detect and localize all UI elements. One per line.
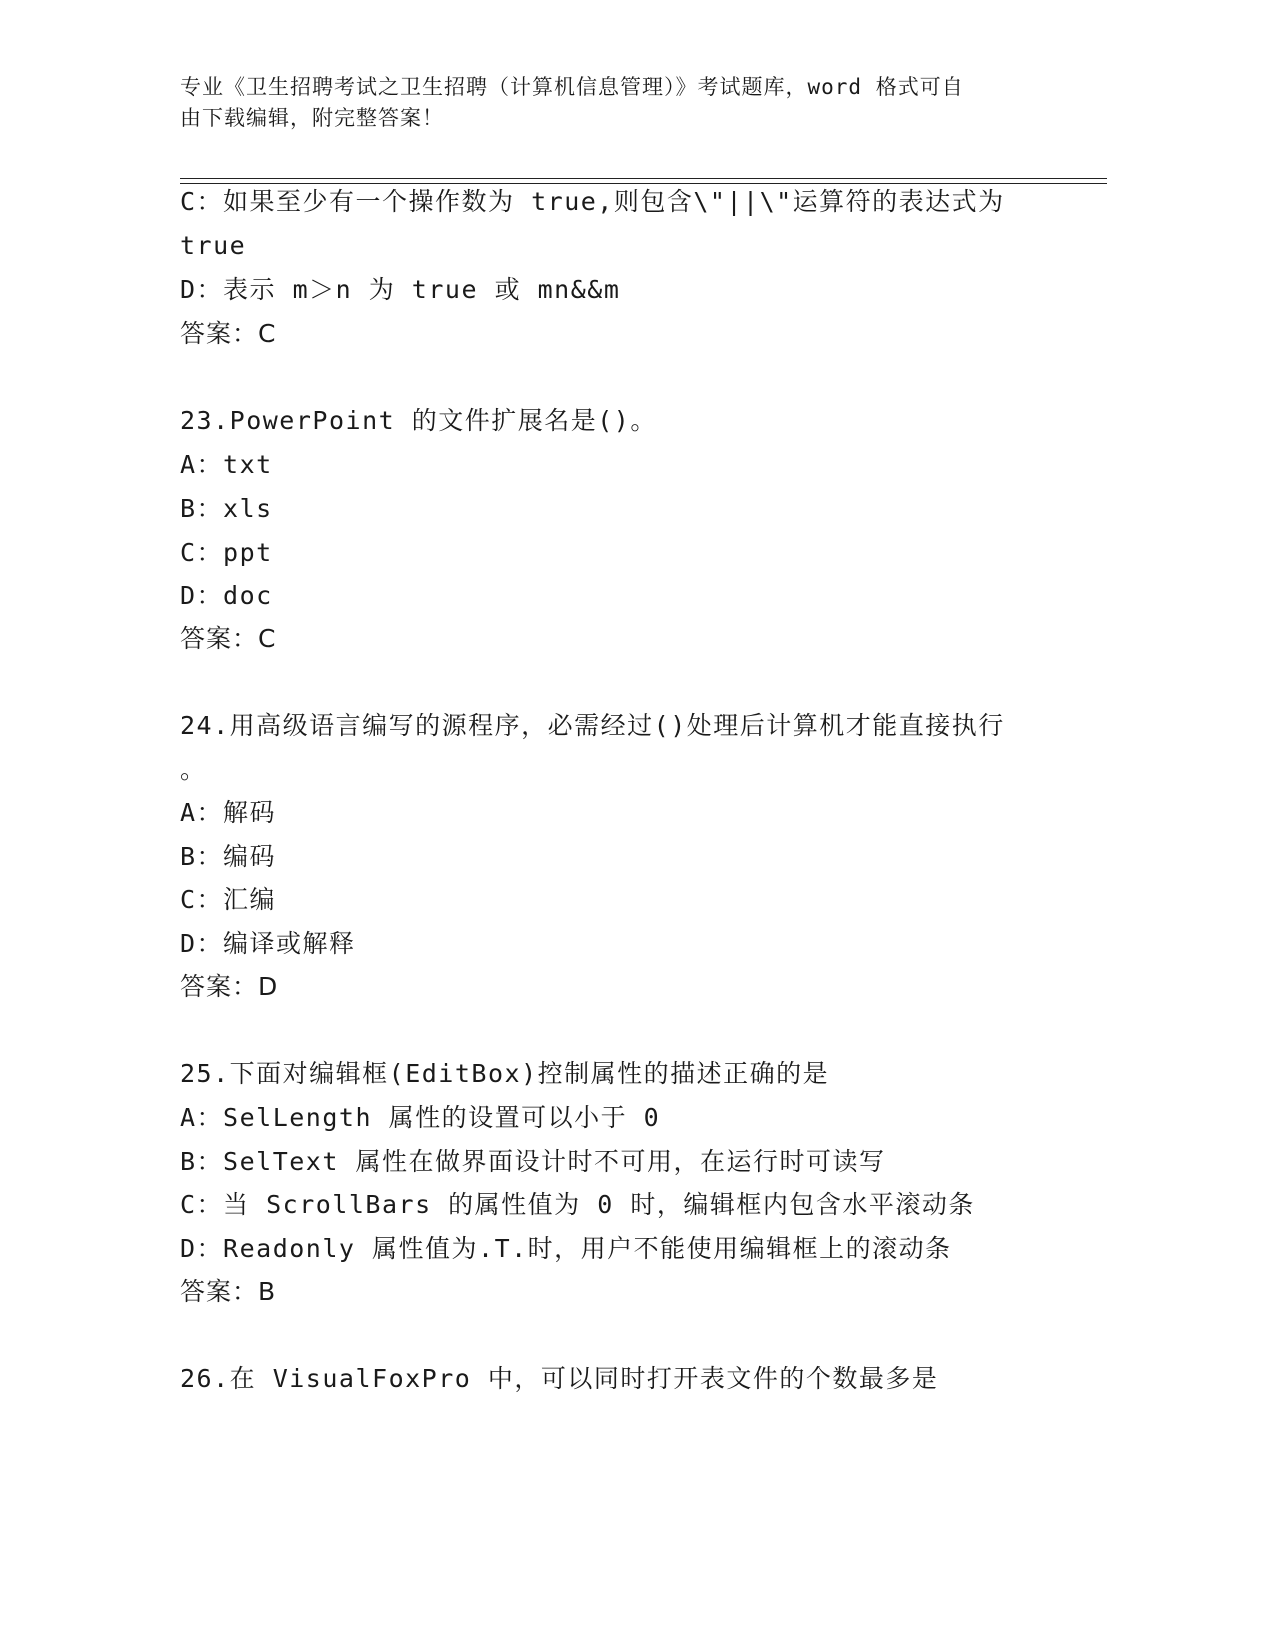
q24-question-line2: 。 [180, 755, 207, 784]
q25-answer: 答案：B [180, 1277, 277, 1306]
q23-answer: 答案：C [180, 624, 277, 653]
q24-answer: 答案：D [180, 972, 279, 1001]
q23-option-b: B：xls [180, 494, 273, 523]
q23-option-c: C：ppt [180, 538, 273, 567]
q22-answer: 答案：C [180, 319, 277, 348]
q24-question-line1: 24.用高级语言编写的源程序，必需经过()处理后计算机才能直接执行 [180, 711, 1005, 740]
header-divider-bottom [180, 183, 1107, 184]
q25-question: 25.下面对编辑框(EditBox)控制属性的描述正确的是 [180, 1059, 830, 1088]
q23-option-d: D：doc [180, 581, 273, 610]
header-line-2: 由下载编辑，附完整答案！ [180, 106, 444, 130]
q23-option-a: A：txt [180, 450, 273, 479]
q24-option-c: C：汇编 [180, 885, 277, 914]
q24-option-b: B：编码 [180, 842, 277, 871]
header-divider-top [180, 178, 1107, 179]
q24-option-a: A：解码 [180, 798, 277, 827]
q25-option-c: C：当 ScrollBars 的属性值为 0 时，编辑框内包含水平滚动条 [180, 1190, 975, 1219]
q24-option-d: D：编译或解释 [180, 929, 356, 958]
q22-option-d: D：表示 m＞n 为 true 或 mn&&m [180, 275, 621, 304]
q26-question: 26.在 VisualFoxPro 中，可以同时打开表文件的个数最多是 [180, 1364, 939, 1393]
document-header [180, 72, 1050, 134]
q25-option-b: B：SelText 属性在做界面设计时不可用，在运行时可读写 [180, 1147, 886, 1176]
q22-option-c-line1: C：如果至少有一个操作数为 true,则包含\"||\"运算符的表达式为 [180, 187, 1005, 216]
header-line-1: 专业《卫生招聘考试之卫生招聘（计算机信息管理）》考试题库，word 格式可自 [180, 75, 964, 99]
q25-option-d: D：Readonly 属性值为.T.时，用户不能使用编辑框上的滚动条 [180, 1234, 952, 1263]
q23-question: 23.PowerPoint 的文件扩展名是()。 [180, 406, 657, 435]
q22-option-c-line2: true [180, 231, 247, 260]
q25-option-a: A：SelLength 属性的设置可以小于 0 [180, 1103, 661, 1132]
